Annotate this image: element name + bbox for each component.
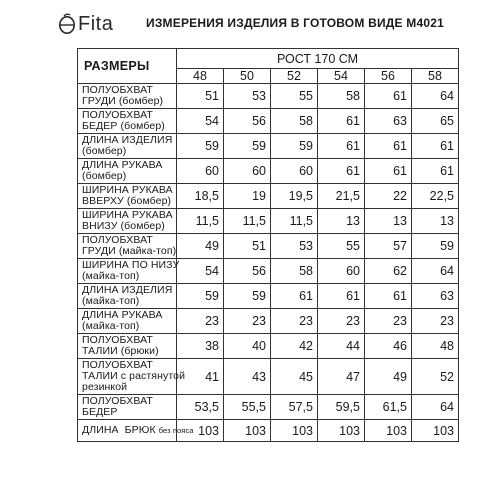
measurement-value-size-56: 46 (365, 334, 412, 359)
measurement-value-size-56: 103 (365, 420, 412, 442)
measurement-value-size-50: 59 (224, 284, 271, 309)
measurement-label (78, 395, 177, 420)
measurement-label-line: ШИРИНА РУКАВА (82, 209, 173, 221)
measurement-value-size-50: 56 (224, 259, 271, 284)
measurement-value-size-54: 47 (318, 359, 365, 395)
measurement-value-size-52: 19,5 (271, 184, 318, 209)
table-row (78, 134, 459, 159)
measurement-value-size-58: 13 (412, 209, 459, 234)
measurement-value-size-52: 11,5 (271, 209, 318, 234)
measurement-value-size-48: 23 (177, 309, 224, 334)
measurement-value-size-50: 23 (224, 309, 271, 334)
height-header: РОСТ 170 СМ (177, 49, 459, 69)
measurement-value-size-54: 13 (318, 209, 365, 234)
measurement-label (78, 284, 177, 309)
measurement-label (78, 184, 177, 209)
measurement-value-size-54: 21,5 (318, 184, 365, 209)
measurement-value-size-48: 60 (177, 159, 224, 184)
measurement-value-size-50: 40 (224, 334, 271, 359)
table-row (78, 84, 459, 109)
size-header-56: 56 (365, 69, 412, 84)
measurement-label (78, 259, 180, 284)
measurement-value-size-56: 57 (365, 234, 412, 259)
measurement-value-size-48: 59 (177, 134, 224, 159)
measurement-label-line: ВВЕРХУ (бомбер) (82, 195, 172, 207)
measurement-value-size-48: 51 (177, 84, 224, 109)
measurement-value-size-54: 59,5 (318, 395, 365, 420)
measurement-value-size-48: 18,5 (177, 184, 224, 209)
table-row (78, 259, 459, 284)
measurement-value-size-58: 61 (412, 159, 459, 184)
measurement-label (78, 84, 177, 109)
measurement-label-line: ДЛИНА ИЗДЕЛИЯ (82, 284, 173, 296)
measurement-label (78, 359, 186, 395)
measurement-value-size-58: 52 (412, 359, 459, 395)
measurement-value-size-50: 11,5 (224, 209, 271, 234)
size-header-58: 58 (412, 69, 459, 84)
measurement-label-line: (майка-топ) (82, 270, 140, 282)
measurement-value-size-52: 23 (271, 309, 318, 334)
measurement-value-size-56: 49 (365, 359, 412, 395)
measurement-value-size-50: 53 (224, 84, 271, 109)
measurement-value-size-56: 61,5 (365, 395, 412, 420)
measurement-value-size-52: 103 (271, 420, 318, 442)
measurement-value-size-56: 62 (365, 259, 412, 284)
measurement-value-size-54: 61 (318, 134, 365, 159)
size-header-48: 48 (177, 69, 224, 84)
measurement-label-line: ДЛИНА РУКАВА (82, 159, 163, 171)
measurement-value-size-52: 42 (271, 334, 318, 359)
measurement-label-line: ПОЛУОБХВАТ (82, 395, 153, 407)
measurement-value-size-52: 58 (271, 109, 318, 134)
sizes-header: РАЗМЕРЫ (78, 49, 177, 84)
measurement-value-size-58: 64 (412, 259, 459, 284)
table-row (78, 334, 459, 359)
measurement-value-size-50: 56 (224, 109, 271, 134)
measurement-value-size-52: 55 (271, 84, 318, 109)
table-row (78, 309, 459, 334)
measurement-value-size-58: 22,5 (412, 184, 459, 209)
measurement-value-size-58: 64 (412, 84, 459, 109)
brand-logo (58, 11, 113, 37)
measurement-value-size-48: 38 (177, 334, 224, 359)
measurement-value-size-48: 41 (177, 359, 224, 395)
measurement-label-line: (бомбер) (82, 170, 127, 182)
measurement-value-size-58: 23 (412, 309, 459, 334)
measurement-value-size-54: 44 (318, 334, 365, 359)
measurement-label-line (82, 424, 194, 436)
measurement-value-size-58: 48 (412, 334, 459, 359)
measurement-value-size-56: 23 (365, 309, 412, 334)
measurement-value-size-50: 19 (224, 184, 271, 209)
size-header-50: 50 (224, 69, 271, 84)
measurement-label-line: ГРУДИ (бомбер) (82, 95, 164, 107)
measurement-label-line: ШИРИНА ПО НИЗУ (82, 259, 180, 271)
measurement-label-line: ДЛИНА ИЗДЕЛИЯ (82, 134, 173, 146)
measurement-value-size-48: 11,5 (177, 209, 224, 234)
measurement-value-size-56: 61 (365, 159, 412, 184)
table-row (78, 420, 459, 442)
measurement-label-line: резинкой (82, 381, 128, 393)
measurement-value-size-56: 22 (365, 184, 412, 209)
table-row (78, 184, 459, 209)
measurement-value-size-54: 55 (318, 234, 365, 259)
table-row (78, 109, 459, 134)
measurement-value-size-50: 103 (224, 420, 271, 442)
measurement-label-line: ПОЛУОБХВАТ (82, 359, 153, 371)
measurement-label-line: БЕДЕР (82, 406, 118, 418)
page-header (0, 0, 500, 48)
measurement-value-size-52: 60 (271, 159, 318, 184)
measurement-value-size-52: 59 (271, 134, 318, 159)
brand-name: Fita (78, 12, 114, 35)
measurement-value-size-48: 103 (177, 420, 224, 442)
measurement-value-size-58: 65 (412, 109, 459, 134)
measurement-label-line: (майка-топ) (82, 295, 140, 307)
measurement-label-main: ДЛИНА БРЮК (82, 424, 156, 436)
measurement-value-size-48: 59 (177, 284, 224, 309)
measurement-label-line: ВНИЗУ (бомбер) (82, 220, 165, 232)
measurement-value-size-52: 57,5 (271, 395, 318, 420)
measurement-label (78, 134, 177, 159)
measurement-value-size-50: 60 (224, 159, 271, 184)
table-row (78, 359, 459, 395)
measurement-label-line: ТАЛИИ (брюки) (82, 345, 159, 357)
measurement-value-size-58: 61 (412, 134, 459, 159)
measurement-value-size-54: 60 (318, 259, 365, 284)
measurement-value-size-48: 49 (177, 234, 224, 259)
size-chart-table (77, 48, 459, 442)
measurement-label (78, 420, 194, 442)
table-row (78, 395, 459, 420)
measurement-value-size-52: 61 (271, 284, 318, 309)
measurement-value-size-54: 58 (318, 84, 365, 109)
measurement-label-line: (бомбер) (82, 145, 127, 157)
measurement-value-size-56: 61 (365, 284, 412, 309)
table-row (78, 159, 459, 184)
measurement-value-size-54: 61 (318, 109, 365, 134)
measurement-label-line: ПОЛУОБХВАТ (82, 84, 153, 96)
size-header-54: 54 (318, 69, 365, 84)
table-header-row (78, 49, 459, 69)
measurement-label (78, 109, 177, 134)
measurement-label-note: без пояса (158, 426, 194, 435)
measurement-label (78, 209, 177, 234)
measurement-value-size-50: 43 (224, 359, 271, 395)
measurement-value-size-58: 59 (412, 234, 459, 259)
measurement-value-size-50: 51 (224, 234, 271, 259)
document-title: ИЗМЕРЕНИЯ ИЗДЕЛИЯ В ГОТОВОМ ВИДЕ М4021 (146, 16, 444, 30)
measurement-value-size-50: 59 (224, 134, 271, 159)
measurement-value-size-58: 64 (412, 395, 459, 420)
measurement-value-size-54: 61 (318, 284, 365, 309)
measurement-label-line: ГРУДИ (майка-топ) (82, 245, 177, 257)
table-row (78, 209, 459, 234)
measurement-value-size-56: 63 (365, 109, 412, 134)
size-header-52: 52 (271, 69, 318, 84)
measurement-value-size-50: 55,5 (224, 395, 271, 420)
table-row (78, 234, 459, 259)
measurement-value-size-48: 53,5 (177, 395, 224, 420)
measurement-value-size-56: 61 (365, 134, 412, 159)
measurement-label (78, 159, 177, 184)
measurement-label (78, 334, 177, 359)
measurement-label-line: ТАЛИИ с растянутой (82, 370, 186, 382)
measurement-label (78, 309, 177, 334)
measurement-value-size-52: 45 (271, 359, 318, 395)
measurement-value-size-56: 13 (365, 209, 412, 234)
measurement-value-size-58: 103 (412, 420, 459, 442)
measurement-value-size-54: 61 (318, 159, 365, 184)
measurement-value-size-48: 54 (177, 259, 224, 284)
table-row (78, 284, 459, 309)
measurement-label-line: ПОЛУОБХВАТ (82, 109, 153, 121)
measurement-label-line: ПОЛУОБХВАТ (82, 234, 153, 246)
measurement-label-line: (майка-топ) (82, 320, 140, 332)
measurement-label (78, 234, 177, 259)
measurement-label-line: ПОЛУОБХВАТ (82, 334, 153, 346)
measurement-value-size-54: 23 (318, 309, 365, 334)
measurement-value-size-52: 58 (271, 259, 318, 284)
measurement-value-size-58: 63 (412, 284, 459, 309)
measurement-label-line: ШИРИНА РУКАВА (82, 184, 173, 196)
measurement-value-size-56: 61 (365, 84, 412, 109)
measurement-value-size-54: 103 (318, 420, 365, 442)
measurement-value-size-48: 54 (177, 109, 224, 134)
measurement-label-line: ДЛИНА РУКАВА (82, 309, 163, 321)
measurement-label-line: БЕДЕР (бомбер) (82, 120, 165, 132)
measurement-value-size-52: 53 (271, 234, 318, 259)
theta-logo-icon (58, 13, 76, 35)
